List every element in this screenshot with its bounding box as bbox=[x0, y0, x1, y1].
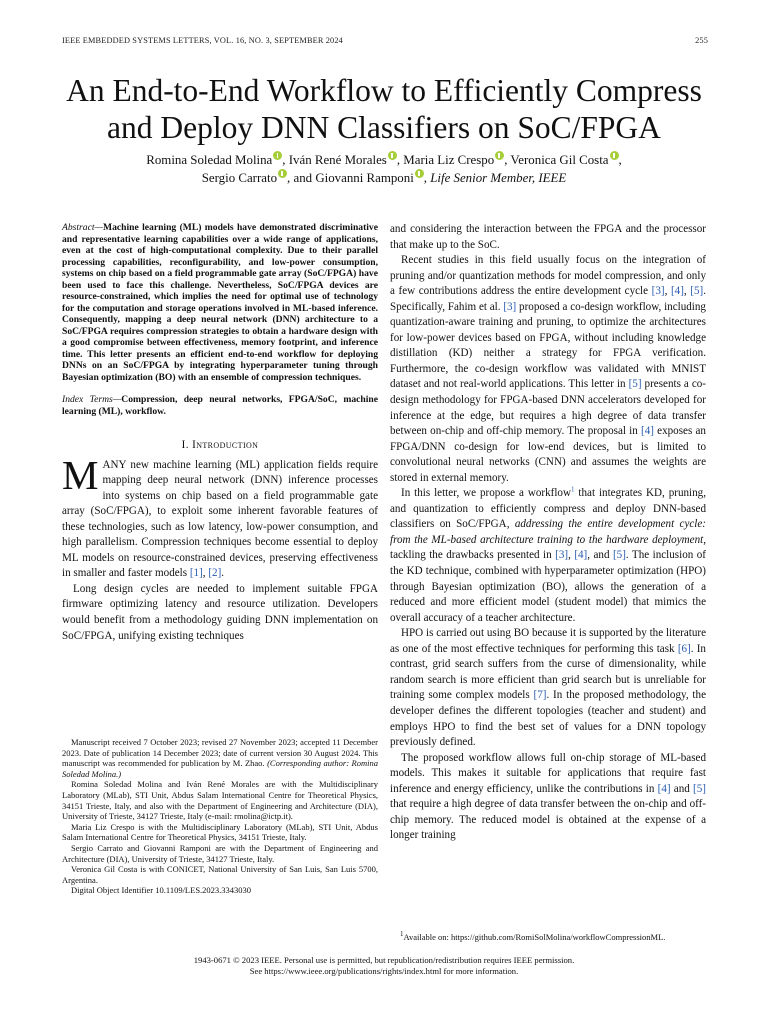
body-paragraph: HPO is carried out using BO because it is supported by the literature as one of the most effective techniques for performing this task [6]. In contrast, grid search suffers from the curse of dimensionality, while random search is more efficient than grid search but is unreliable for training some complex models [7]. In the proposed methodology, the developer defines the different topologies (teacher and student) and employs HPO to find the best set of values for a DNN topology previously defined. bbox=[390, 627, 706, 749]
footnote-affiliation: Veronica Gil Costa is with CONICET, National University of San Luis, San Luis 5700, Argentina. bbox=[62, 864, 378, 885]
left-column bbox=[62, 222, 378, 644]
citation-link[interactable]: [3] bbox=[651, 285, 665, 298]
abstract-label: Abstract— bbox=[62, 222, 104, 233]
citation-link[interactable]: [5] bbox=[690, 285, 704, 298]
citation-link[interactable]: [5] bbox=[693, 782, 706, 795]
orcid-icon[interactable] bbox=[415, 169, 424, 178]
right-column bbox=[390, 222, 706, 844]
title-line-2: and Deploy DNN Classifiers on SoC/FPGA bbox=[107, 110, 661, 145]
title-line-1: An End-to-End Workflow to Efficiently Compress bbox=[66, 73, 702, 108]
author-list bbox=[40, 151, 728, 187]
author-name: Romina Soledad Molina bbox=[146, 153, 273, 167]
citation-link[interactable]: [2] bbox=[208, 567, 222, 580]
author-name: Maria Liz Crespo bbox=[403, 153, 495, 167]
citation-link[interactable]: [4] bbox=[574, 549, 588, 562]
index-terms-label: Index Terms— bbox=[62, 394, 122, 405]
citation-link[interactable]: [1] bbox=[189, 567, 203, 580]
citation-link[interactable]: [5] bbox=[628, 378, 642, 391]
author-line-1: Romina Soledad Molina , Iván René Morales , Maria Liz Crespo , Veronica Gil Costa , bbox=[146, 153, 622, 167]
github-link[interactable]: Available on: https://github.com/RomiSolMolina/workflowCompressionML. bbox=[403, 932, 666, 942]
citation-link[interactable]: [4] bbox=[657, 782, 671, 795]
running-header bbox=[62, 36, 708, 45]
orcid-icon[interactable] bbox=[495, 151, 504, 160]
footnote-number: 1 bbox=[400, 930, 404, 939]
page-number: 255 bbox=[695, 36, 708, 45]
author-line-2: Sergio Carrato , and Giovanni Ramponi , Life Senior Member, IEEE bbox=[201, 171, 567, 185]
doi-line: Digital Object Identifier 10.1109/LES.2023.3343030 bbox=[71, 885, 252, 896]
section-title: Introduction bbox=[192, 439, 259, 451]
index-terms bbox=[62, 394, 378, 417]
copyright-line-1: 1943-0671 © 2023 IEEE. Personal use is permitted, but republication/redistribution requires IEEE permission. bbox=[193, 955, 575, 965]
copyright-line-2: See https://www.ieee.org/publications/rights/index.html for more information. bbox=[249, 966, 519, 976]
body-paragraph: Recent studies in this field usually focus on the integration of pruning and/or quantization methods for model compression, and only a few contributions address the entire development cycle [3], [4], [5]. Specifically, Fahim et al. [3] proposed a co-design workflow, including quantization-aware training and pruning, to optimize the architectures for low-power devices based on FPGA, without including knowledge distillation (KD) neither a strategy for FPGA verification. Furthermore, the co-design workflow was validated with MNIST dataset and not real-world applications. This letter in [5] presents a co-design methodology for FPGA-based DNN accelerators developed for inference at the edge, but requires a high degree of data transfer between on-chip and off-chip memory. The proposal in [4] exposes an FPGA/DNN co-design for low-end devices, but is limited to convolutional neural networks (CNN) and assumes the weights are stored in external memory. bbox=[390, 254, 707, 484]
drop-cap: M bbox=[62, 451, 99, 498]
citation-link[interactable]: [3] bbox=[555, 549, 569, 562]
intro-paragraph-1: MANY new machine learning (ML) application fields require mapping deep neural network (DNN) inference processes into systems on chip based on a field programmable gate array (SoC/FPGA), to exploit some inherent favorable features of these technologies, such as low latency, low-power consumption, and high parallelism. Compression techniques become essential to deploy ML models on resource-constrained devices, preserving effectiveness in smaller and faster models [1], [2]. bbox=[62, 451, 378, 580]
citation-link[interactable]: [4] bbox=[670, 285, 684, 298]
orcid-icon[interactable] bbox=[610, 151, 619, 160]
citation-link[interactable]: [5] bbox=[612, 549, 626, 562]
orcid-icon[interactable] bbox=[278, 169, 287, 178]
author-name: Sergio Carrato bbox=[201, 171, 278, 185]
footnote-affiliation: Romina Soledad Molina and Iván René Morales are with the Multidisciplinary Laboratory (MLab), STI Unit, Abdus Salam International Centre for Theoretical Physics, 34151 Trieste, Italy, and also with the Department of Engineering and Architecture (DIA), University of Trieste, 34127 Trieste, Italy (e-mail: rmolina@ictp.it). bbox=[62, 779, 378, 822]
body-paragraph: and considering the interaction between the FPGA and the processor that make up to the SoC. bbox=[390, 223, 706, 251]
author-name: and Giovanni Ramponi bbox=[293, 171, 414, 185]
body-paragraph: In this letter, we propose a workflow$^1$ that integrates KD, pruning, and quantization to efficiently compress and deploy DNN-based classifiers on SoC/FPGA, addressing the entire development cycle: from the ML-based architecture training to the hardware deployment, tackling the drawbacks presented in [3], [4], and [5]. The inclusion of the KD technique, combined with hyperparameter optimization (HPO) through Bayesian optimization (BO), allows the generation of a reduced and more efficient model (student model) that mimics the overall accuracy of a teacher architecture. bbox=[390, 485, 706, 624]
author-name: Veronica Gil Costa bbox=[510, 153, 609, 167]
abstract bbox=[62, 222, 378, 383]
orcid-icon[interactable] bbox=[388, 151, 397, 160]
footnote-affiliation: Sergio Carrato and Giovanni Ramponi are with the Department of Engineering and Architecture (DIA), University of Trieste, 34127 Trieste, Italy. bbox=[62, 842, 378, 864]
footnote-affiliation: Maria Liz Crespo is with the Multidisciplinary Laboratory (MLab), STI Unit, Abdus Salam International Centre for Theoretical Physics, 34151 Trieste, Italy. bbox=[62, 821, 378, 843]
member-grade: Life Senior Member, IEEE bbox=[430, 171, 567, 185]
copyright-notice bbox=[40, 955, 728, 977]
footnote-manuscript: Manuscript received 7 October 2023; revised 27 November 2023; accepted 11 December 2023. Date of publication 14 December 2023; date of current version 30 August 2024. This manuscript was recommended for publication by M. Zhao. (Corresponding author: Romina Soledad Molina.) bbox=[62, 737, 378, 779]
citation-link[interactable]: [7] bbox=[533, 689, 547, 702]
citation-link[interactable]: [4] bbox=[641, 425, 654, 438]
abstract-text: Machine learning (ML) models have demonstrated discriminative and representative learning capabilities over a wide range of applications, even at the cost of high-computational complexity. Due to their parallel processing capabilities, reconfigurability, and low-power consumption, systems on chip based on a field programmable gate array (SoC/FPGA) have been used to face this challenge. Nevertheless, SoC/FPGA devices are resource-constrained, which implies the need for optimal use of technology for the computation and storage operations involved in ML-based inference. Consequently, mapping a deep neural network (DNN) architecture to a SoC/FPGA requires compression strategies to obtain a hardware design with a good compromise between effectiveness, memory footprint, and inference time. This letter presents an efficient end-to-end workflow for deploying DNNs on an SoC/FPGA by integrating hyperparameter tuning through Bayesian optimization (BO) with an ensemble of compression techniques. bbox=[62, 222, 378, 383]
paper-title bbox=[40, 72, 728, 146]
footnotes bbox=[62, 737, 378, 896]
citation-link[interactable]: [6] bbox=[677, 642, 691, 655]
index-terms-text: Compression, deep neural networks, FPGA/SoC, machine learning (ML), workflow. bbox=[62, 394, 379, 417]
journal-info: IEEE EMBEDDED SYSTEMS LETTERS, VOL. 16, NO. 3, SEPTEMBER 2024 bbox=[62, 36, 343, 45]
orcid-icon[interactable] bbox=[273, 151, 282, 160]
body-paragraph: The proposed workflow allows full on-chip storage of ML-based models. This makes it suitable for applications that require fast inference and energy efficiency, unlike the contributions in [4] and [5] that require a high degree of data transfer between the on-chip and off-chip memory. The reduced model is obtained at the expense of a longer training bbox=[390, 751, 706, 842]
footnote-github bbox=[400, 932, 730, 943]
author-name: Iván René Morales bbox=[288, 153, 387, 167]
section-heading: I. Introduction bbox=[181, 439, 259, 451]
citation-link[interactable]: [3] bbox=[503, 300, 517, 313]
intro-paragraph-2: Long design cycles are needed to implement suitable FPGA firmware optimizing latency and resource utilization. Developers would benefit from a methodology guiding DNN implementation on SoC/FPGA, unifying existing techniques bbox=[62, 582, 378, 642]
footnote-marker[interactable]: 1 bbox=[571, 485, 575, 494]
